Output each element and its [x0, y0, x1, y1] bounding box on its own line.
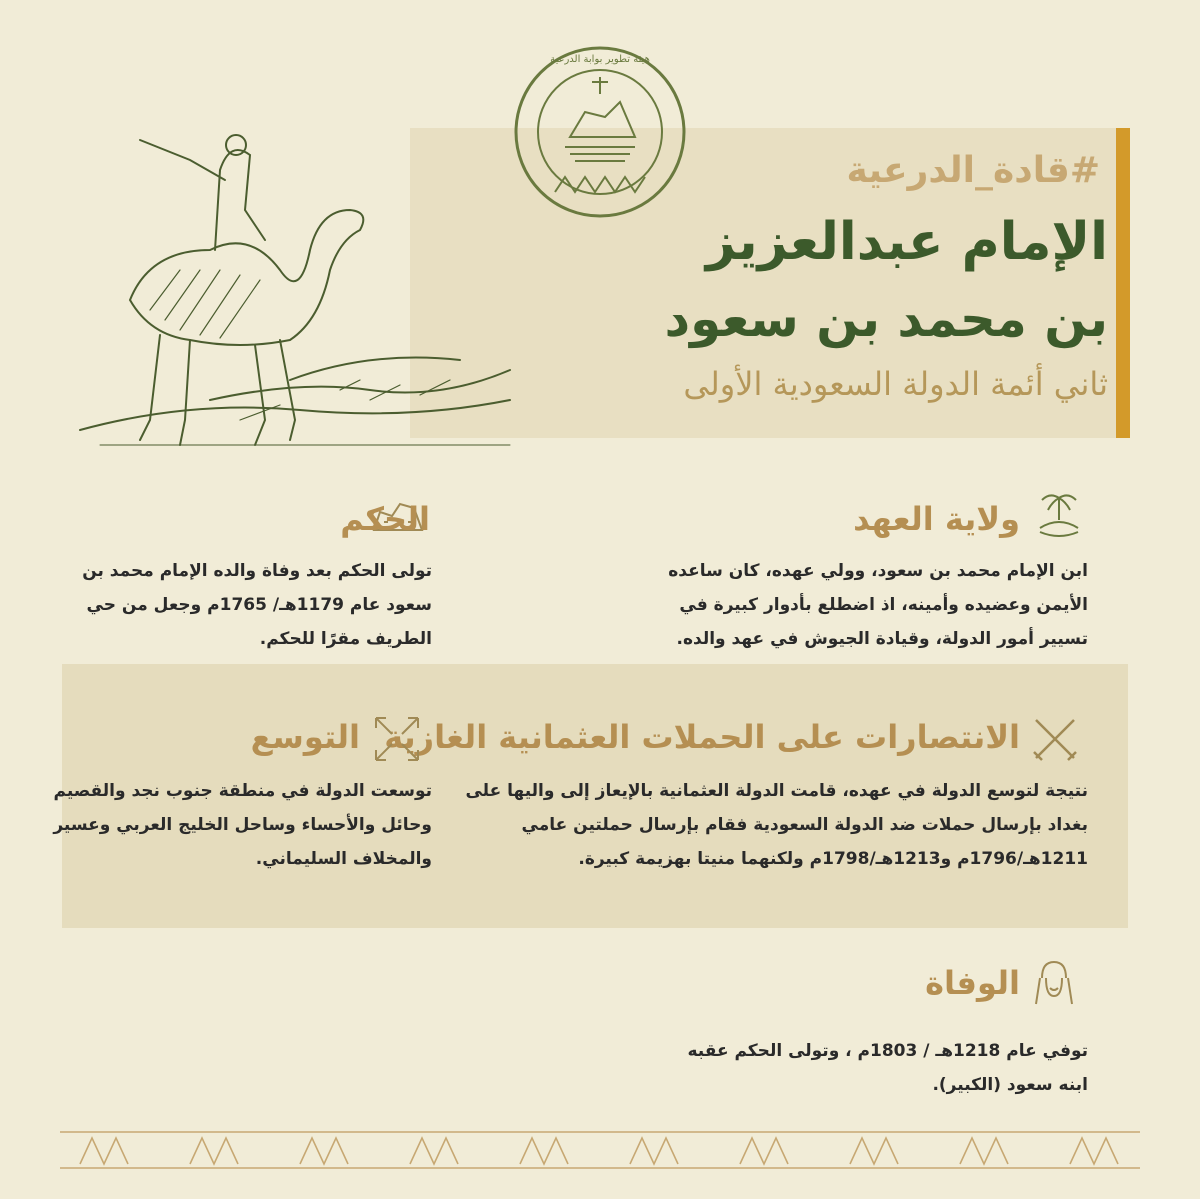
section-title-victories: الانتصارات على الحملات العثمانية الغازية [384, 718, 1020, 756]
logo-text: هيئة تطوير بوابة الدرعية [550, 54, 650, 65]
hashtag: #قادة_الدرعية [846, 150, 1100, 191]
section-text-victories: نتيجة لتوسع الدولة في عهده، قامت الدولة العثمانية بالإيعاز إلى واليها على بغداد بإرسال حملات ضد الدولة السعودية فقام بإرسال حملتين عامي 1211هـ/1796م و1213هـ/1798م ولكنهما منيتا بهزيمة كبيرة. [465, 781, 1088, 869]
section-title-rule: الحكم [340, 500, 430, 538]
section-title-crown-prince: ولاية العهد [853, 500, 1020, 538]
footer-pattern [60, 1128, 1140, 1172]
diriyah-logo [510, 42, 690, 222]
section-text-death: توفي عام 1218هـ / 1803م ، وتولى الحكم عقبه ابنه سعود (الكبير). [687, 1041, 1088, 1095]
man-ghutra-icon [1028, 956, 1080, 1008]
expand-arrows-icon [372, 714, 422, 764]
camel-rider-illustration [40, 100, 520, 460]
section-title-expansion: التوسع [250, 718, 360, 756]
crossed-swords-icon [1028, 712, 1082, 766]
section-text-crown-prince: ابن الإمام محمد بن سعود، وولي عهده، كان ساعده الأيمن وعضيده وأمينه، اذ اضطلع بأدوار كبيرة في تسيير أمور الدولة، وقيادة الجيوش في عهد والده. [668, 561, 1088, 649]
page-title-line2: بن محمد بن سعود [664, 290, 1108, 348]
section-title-death: الوفاة [925, 964, 1020, 1002]
accent-bar [1116, 128, 1130, 438]
page-subtitle: ثاني أئمة الدولة السعودية الأولى [683, 365, 1108, 403]
palm-swords-icon [1032, 488, 1086, 540]
section-text-rule: تولى الحكم بعد وفاة والده الإمام محمد بن سعود عام 1179هـ/ 1765م وجعل من حي الطريف مقرًا للحكم. [82, 561, 432, 649]
section-text-expansion: توسعت الدولة في منطقة جنوب نجد والقصيم وحائل والأحساء وساحل الخليج العربي وعسير والمخلاف السليماني. [53, 781, 432, 869]
page-title-line1: الإمام عبدالعزيز [705, 212, 1108, 272]
